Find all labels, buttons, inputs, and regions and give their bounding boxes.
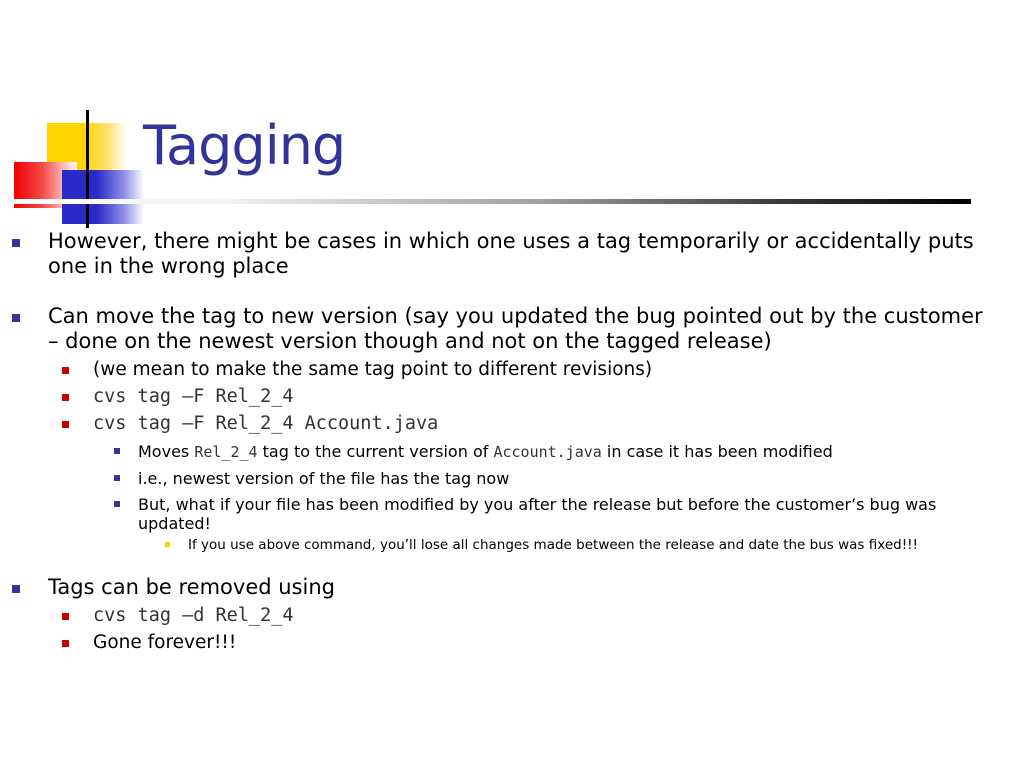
bullet-square-icon [62,421,69,428]
command-code: cvs tag –F Rel_2_4 [93,386,294,407]
bullet-text: Can move the tag to new version (say you updated the bug pointed out by the customer – done on the newest version though and not on the tagged release) [48,304,983,353]
bullet-square-icon [114,448,120,454]
level4-bullet-text: If you use above command, you’ll lose all changes made between the release and date the bus was fixed!!! [188,537,918,553]
slide-title: Tagging [143,114,346,177]
bullet-square-icon [165,542,170,547]
sub-bullet-text: (we mean to make the same tag point to different revisions) [93,359,653,380]
bullet-move-tag [0,304,1024,554]
sub-sub-bullet-ie [0,469,984,488]
sub-bullet-text: Gone forever!!! [93,632,237,653]
sub-bullet-delete-command [0,605,984,627]
bullet-square-icon [62,640,69,647]
sub-bullet-same-tag [0,359,984,381]
sub-sub-bullet-moves [0,442,984,462]
text-part: in case it has been modified [601,442,833,461]
text-part: tag to the current version of [257,442,494,461]
decor-blue-square [62,170,144,224]
command-code: cvs tag –F Rel_2_4 Account.java [93,413,439,434]
decor-vertical-line [86,110,89,228]
bullet-square-icon [12,239,20,247]
slide-body [0,229,1024,654]
command-code: cvs tag –d Rel_2_4 [93,605,294,626]
bullet-tag-misplaced [0,229,1024,279]
bullet-square-icon [62,394,69,401]
inline-code-file: Account.java [493,443,602,461]
title-underline-rule [14,199,971,204]
bullet-square-icon [62,367,69,374]
bullet-text: However, there might be cases in which one uses a tag temporarily or accidentally puts one in the wrong place [48,229,974,278]
bullet-square-icon [114,475,120,481]
sub-sub-bullet-text: i.e., newest version of the file has the tag now [138,469,510,488]
bullet-square-icon [114,501,120,507]
level4-bullet-warning [0,537,976,554]
sub-bullet-command [0,386,984,408]
bullet-remove-tags [0,575,1024,654]
sub-sub-bullet-but [0,495,984,554]
bullet-square-icon [62,613,69,620]
text-part: Moves [138,442,195,461]
sub-bullet-gone-forever [0,632,984,654]
sub-bullet-command-file [0,413,984,554]
bullet-square-icon [12,585,20,593]
bullet-text: Tags can be removed using [48,575,335,599]
bullet-square-icon [12,314,20,322]
sub-sub-bullet-text: But, what if your file has been modified by you after the release but before the customer’s bug was updated! [138,495,937,533]
inline-code-tag: Rel_2_4 [194,443,258,461]
